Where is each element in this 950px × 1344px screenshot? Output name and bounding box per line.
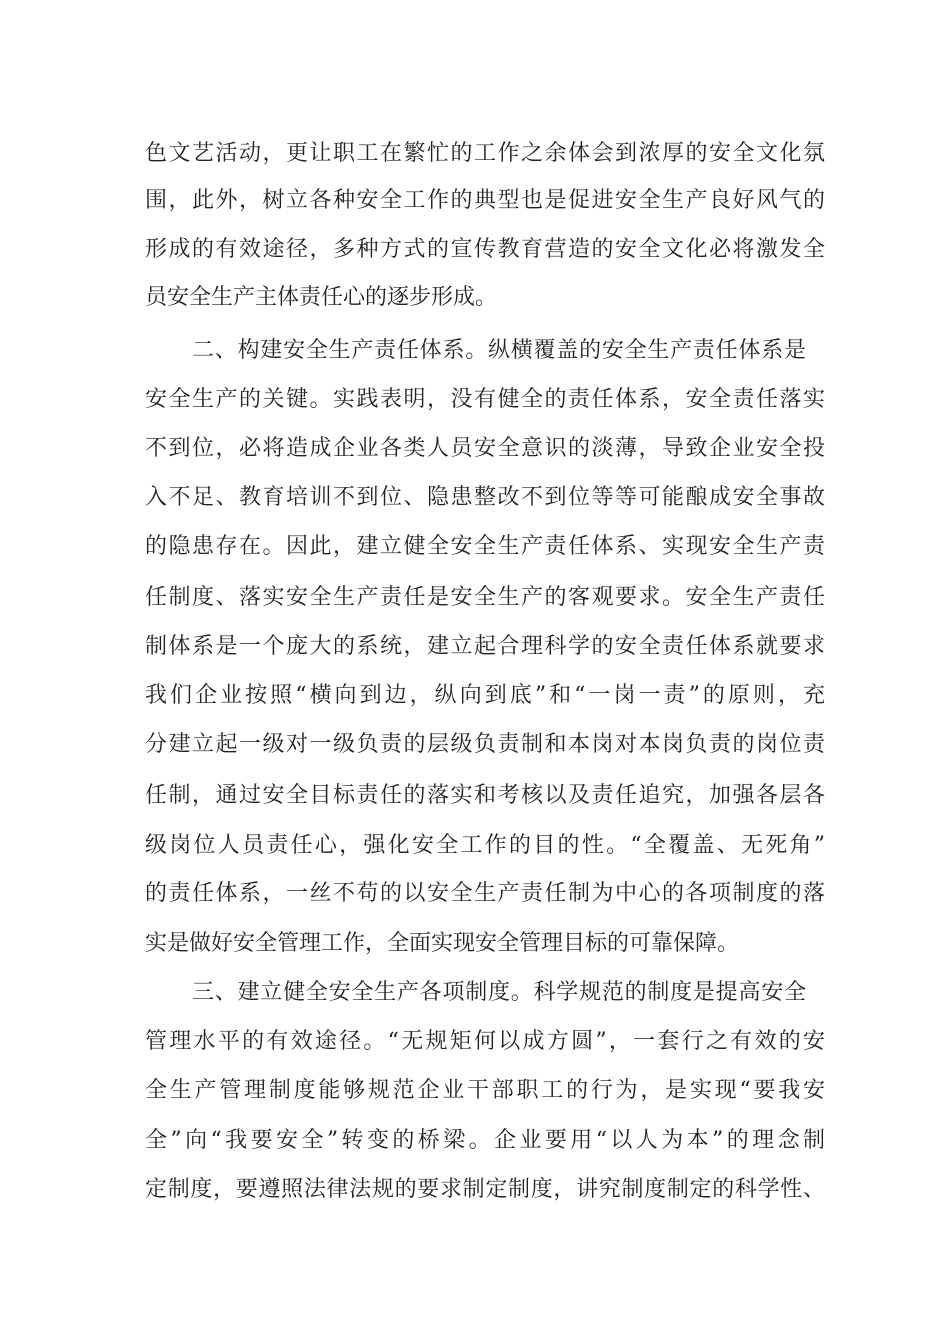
text-line: 色文艺活动，更让职工在繁忙的工作之余体会到浓厚的安全文化氛 [145, 141, 825, 166]
text-line: 分建立起一级对一级负责的层级负责制和本岗对本岗负责的岗位责 [145, 732, 825, 757]
section-heading-line: 三、建立健全安全生产各项制度。科学规范的制度是提高安全 [192, 980, 806, 1005]
text-line: 的责任体系，一丝不苟的以安全生产责任制为中心的各项制度的落 [145, 881, 825, 906]
text-line: 任制，通过安全目标责任的落实和考核以及责任追究，加强各层各 [145, 783, 825, 808]
text-line: 管理水平的有效途径。“无规矩何以成方圆”，一套行之有效的安 [145, 1029, 825, 1054]
text-line: 员安全生产主体责任心的逐步形成。 [145, 285, 498, 310]
text-line: 围，此外，树立各种安全工作的典型也是促进安全生产良好风气的 [145, 188, 825, 213]
text-line: 的隐患存在。因此，建立健全安全生产责任体系、实现安全生产责 [145, 534, 825, 559]
text-line: 形成的有效途径，多种方式的宣传教育营造的安全文化必将激发全 [145, 237, 825, 262]
section-heading-line: 二、构建安全生产责任体系。纵横覆盖的安全生产责任体系是 [192, 338, 806, 363]
text-line: 实是做好安全管理工作，全面实现安全管理目标的可靠保障。 [145, 931, 740, 956]
text-line: 全”向“我要安全”转变的桥梁。企业要用“以人为本”的理念制 [145, 1128, 825, 1153]
text-line: 不到位，必将造成企业各类人员安全意识的淡薄，导致企业安全投 [145, 436, 825, 461]
text-line: 我们企业按照“横向到边，纵向到底”和“一岗一责”的原则，充 [145, 683, 825, 708]
text-line: 任制度、落实安全生产责任是安全生产的客观要求。安全生产责任 [145, 585, 825, 610]
text-line: 制体系是一个庞大的系统，建立起合理科学的安全责任体系就要求 [145, 634, 825, 659]
text-line: 安全生产的关键。实践表明，没有健全的责任体系，安全责任落实 [145, 387, 825, 412]
text-line: 定制度，要遵照法律法规的要求制定制度，讲究制度制定的科学性、 [145, 1177, 825, 1202]
text-line: 级岗位人员责任心，强化安全工作的目的性。“全覆盖、无死角” [145, 833, 825, 858]
text-line: 全生产管理制度能够规范企业干部职工的行为，是实现“要我安 [145, 1078, 825, 1103]
text-line: 入不足、教育培训不到位、隐患整改不到位等等可能酿成安全事故 [145, 485, 825, 510]
